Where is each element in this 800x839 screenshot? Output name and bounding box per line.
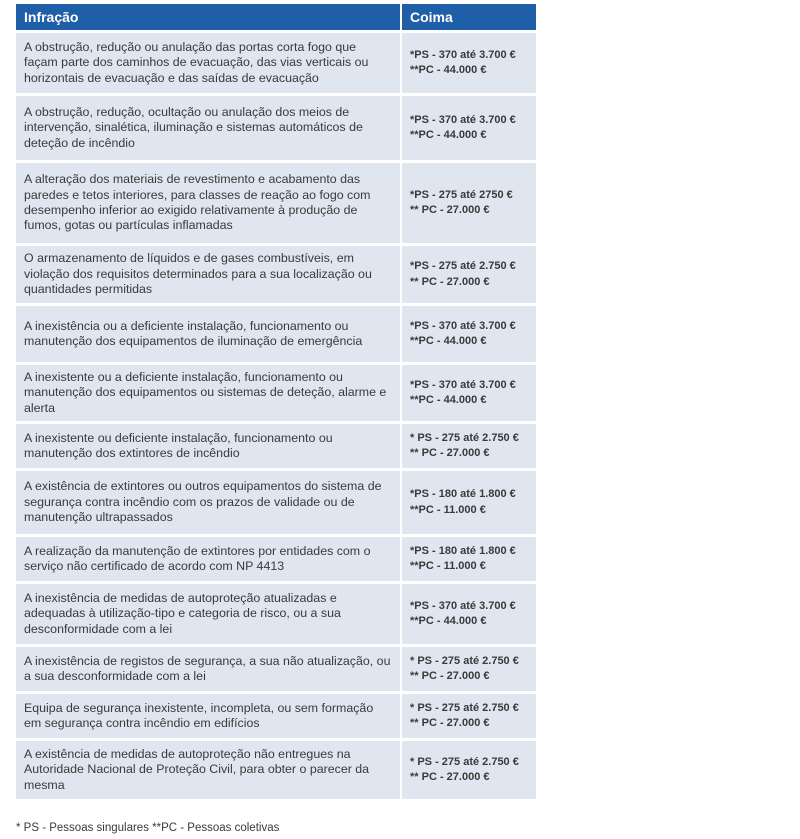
coima-pc: **PC - 44.000 € xyxy=(410,394,487,406)
table-row xyxy=(16,96,536,160)
infracao-cell: O armazenamento de líquidos e de gases combustíveis, em violação dos requisitos determinados para a sua localização ou quantidades permitidas xyxy=(16,246,400,303)
infracao-cell: A inexistente ou deficiente instalação, funcionamento ou manutenção dos extintores de incêndio xyxy=(16,424,400,468)
coima-ps: *PS - 370 até 3.700 € xyxy=(410,113,516,126)
table-row xyxy=(16,33,536,93)
coima-ps: * PS - 275 até 2.750 € xyxy=(410,431,519,444)
coima-pc: ** PC - 27.000 € xyxy=(410,204,490,216)
header-coima: Coima xyxy=(410,9,453,25)
infracao-cell: A alteração dos materiais de revestimento e acabamento das paredes e tetos interiores, para classes de reação ao fogo com desempenho inferior ao exigido relativamente à produção de fumos, gotas ou partículas inflamadas xyxy=(16,163,400,243)
coima-pc: ** PC - 27.000 € xyxy=(410,670,490,682)
infracao-cell: A inexistência de medidas de autoproteção atualizadas e adequadas à utilização-tipo e categoria de risco, ou a sua desconformidade com a lei xyxy=(16,584,400,644)
coima-ps: * PS - 275 até 2.750 € xyxy=(410,701,519,714)
coima-ps: *PS - 180 até 1.800 € xyxy=(410,544,516,557)
infracao-cell: A existência de extintores ou outros equipamentos do sistema de segurança contra incêndio com os prazos de validade ou de manutenção ultrapassados xyxy=(16,471,400,534)
coima-cell xyxy=(402,96,536,160)
coima-cell xyxy=(402,647,536,691)
coima-pc: **PC - 44.000 € xyxy=(410,129,487,141)
coima-pc: ** PC - 27.000 € xyxy=(410,717,490,729)
infracao-cell: A inexistência ou a deficiente instalação, funcionamento ou manutenção dos equipamentos de iluminação de emergência xyxy=(16,306,400,362)
coima-cell xyxy=(402,741,536,799)
coima-pc: ** PC - 27.000 € xyxy=(410,275,490,288)
table-row xyxy=(16,306,536,362)
table-row xyxy=(16,741,536,799)
infracao-cell: A obstrução, redução ou anulação das portas corta fogo que façam parte dos caminhos de evacuação, das vias verticais ou horizontais de evacuação e das saídas de evacuação xyxy=(16,33,400,93)
coima-cell xyxy=(402,537,536,581)
infracao-cell: A existência de medidas de autoproteção não entregues na Autoridade Nacional de Proteção Civil, para obter o parecer da mesma xyxy=(16,741,400,799)
table-row xyxy=(16,694,536,738)
footnote: * PS - Pessoas singulares **PC - Pessoas coletivas xyxy=(16,822,280,834)
header-infracao: Infração xyxy=(16,4,402,30)
coima-cell xyxy=(402,246,536,303)
coima-ps: *PS - 275 até 2.750 € xyxy=(410,260,516,273)
table-row xyxy=(16,163,536,243)
coima-pc: **PC - 44.000 € xyxy=(410,335,487,347)
coima-cell xyxy=(402,424,536,468)
fines-table xyxy=(16,4,536,799)
coima-ps: * PS - 275 até 2.750 € xyxy=(410,755,519,768)
table-row xyxy=(16,471,536,534)
table-row xyxy=(16,365,536,421)
table-row xyxy=(16,246,536,303)
coima-cell xyxy=(402,306,536,362)
coima-cell xyxy=(402,365,536,421)
infracao-cell: A inexistente ou a deficiente instalação, funcionamento ou manutenção dos equipamentos ou sistemas de deteção, alarme e alerta xyxy=(16,365,400,421)
coima-ps: *PS - 275 até 2750 € xyxy=(410,188,513,201)
table-row xyxy=(16,584,536,644)
coima-ps: *PS - 370 até 3.700 € xyxy=(410,48,516,61)
coima-cell xyxy=(402,584,536,644)
coima-pc: ** PC - 27.000 € xyxy=(410,447,490,459)
coima-pc: **PC - 11.000 € xyxy=(410,503,486,516)
coima-ps: * PS - 275 até 2.750 € xyxy=(410,654,519,667)
coima-ps: *PS - 370 até 3.700 € xyxy=(410,378,516,391)
infracao-cell: A realização da manutenção de extintores por entidades com o serviço não certificado de acordo com NP 4413 xyxy=(16,537,400,581)
coima-pc: **PC - 44.000 € xyxy=(410,615,487,627)
coima-ps: *PS - 370 até 3.700 € xyxy=(410,599,516,612)
coima-cell xyxy=(402,163,536,243)
coima-ps: *PS - 180 até 1.800 € xyxy=(410,488,516,501)
coima-pc: ** PC - 27.000 € xyxy=(410,771,490,783)
infracao-cell: A obstrução, redução, ocultação ou anulação dos meios de intervenção, sinalética, iluminação e sistemas automáticos de deteção de incêndio xyxy=(16,96,400,160)
table-row xyxy=(16,424,536,468)
coima-pc: **PC - 44.000 € xyxy=(410,64,487,76)
coima-pc: **PC - 11.000 € xyxy=(410,560,486,572)
coima-ps: *PS - 370 até 3.700 € xyxy=(410,319,516,332)
table-row xyxy=(16,647,536,691)
coima-cell xyxy=(402,33,536,93)
infracao-cell: A inexistência de registos de segurança, a sua não atualização, ou a sua desconformidade com a lei xyxy=(16,647,400,691)
coima-cell xyxy=(402,694,536,738)
table-row xyxy=(16,537,536,581)
infracao-cell: Equipa de segurança inexistente, incompleta, ou sem formação em segurança contra incêndio em edifícios xyxy=(16,694,400,738)
coima-cell xyxy=(402,471,536,534)
table-header xyxy=(16,4,536,30)
